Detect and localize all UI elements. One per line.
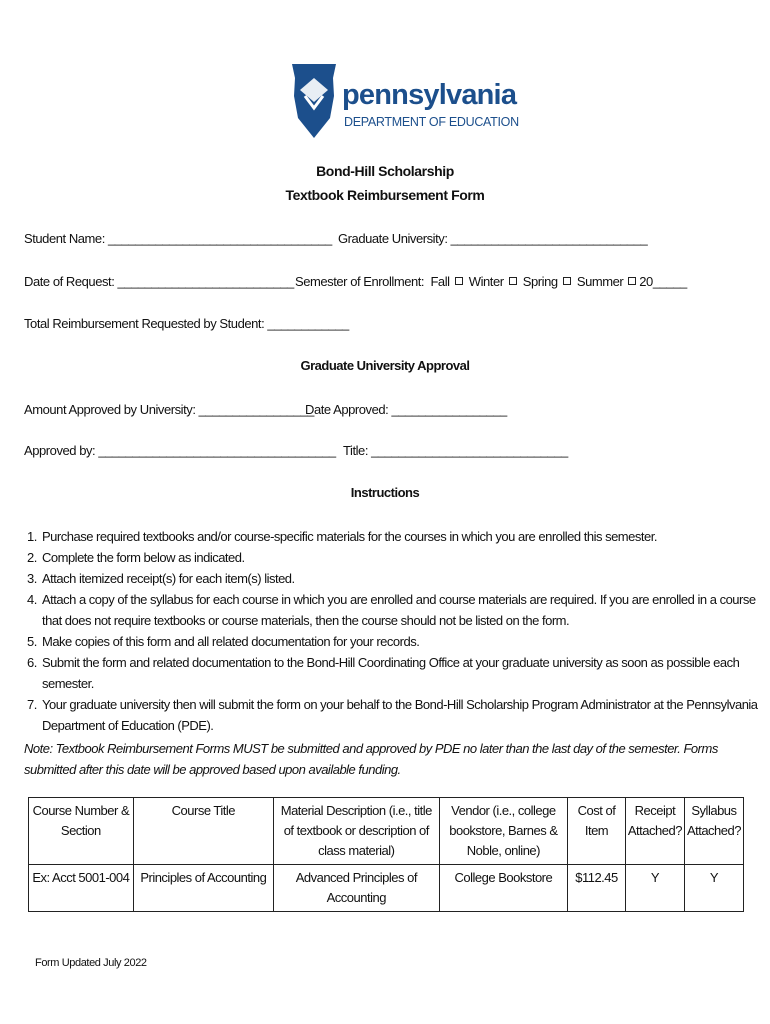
instruction-item: 2. Complete the form below as indicated. xyxy=(40,547,770,568)
semester-spring-label: Spring xyxy=(522,274,558,289)
table-row xyxy=(29,865,744,912)
semester-fall-label: Fall xyxy=(430,274,450,289)
pde-logo xyxy=(288,60,519,140)
col-course-number: Course Number & Section xyxy=(29,798,134,865)
semester-year-field[interactable]: 20_____ xyxy=(639,274,687,289)
date-approved-field[interactable]: Date Approved: _________________ xyxy=(305,402,507,417)
summer-checkbox[interactable] xyxy=(628,277,636,285)
approved-by-field[interactable]: Approved by: ___________________________________ xyxy=(24,443,336,458)
approver-title-field[interactable]: Title: _____________________________ xyxy=(343,443,568,458)
instruction-item: 7. Your graduate university then will submit the form on your behalf to the Bond-Hill Scholarship Program Administrator at the Pennsylvania Department of Education (PDE). xyxy=(40,694,770,736)
submission-note: Note: Textbook Reimbursement Forms MUST be submitted and approved by PDE no later than the last day of the semester. Forms submitted after this date will be approved based upon available funding. xyxy=(24,741,718,777)
course-table xyxy=(28,797,744,912)
student-name-field[interactable]: Student Name: _________________________________ xyxy=(24,231,332,246)
semester-winter-label: Winter xyxy=(468,274,504,289)
col-material-description: Material Description (i.e., title of textbook or description of class material) xyxy=(273,798,439,865)
form-title-line1: Bond-Hill Scholarship xyxy=(316,163,454,179)
instruction-item: 3. Attach itemized receipt(s) for each item(s) listed. xyxy=(40,568,770,589)
cell-syllabus: Y xyxy=(684,865,743,912)
table-header-row xyxy=(29,798,744,865)
date-of-request-field[interactable]: Date of Request: __________________________ xyxy=(24,274,294,289)
instruction-item: 4. Attach a copy of the syllabus for each course in which you are enrolled and course materials are required. If you are enrolled in a course that does not require textbooks or course materials, then the course should not be listed on the form. xyxy=(40,589,770,631)
col-receipt: Receipt Attached? xyxy=(625,798,684,865)
cell-cost: $112.45 xyxy=(568,865,626,912)
total-reimbursement-field[interactable]: Total Reimbursement Requested by Student: ____________ xyxy=(24,316,349,331)
logo-department: DEPARTMENT OF EDUCATION xyxy=(344,115,519,129)
cell-receipt: Y xyxy=(625,865,684,912)
fall-checkbox[interactable] xyxy=(455,277,463,285)
approval-heading: Graduate University Approval xyxy=(300,358,470,373)
form-updated-footer: Form Updated July 2022 xyxy=(35,957,147,969)
form-title-line2: Textbook Reimbursement Form xyxy=(285,187,485,203)
col-cost: Cost of Item xyxy=(568,798,626,865)
spring-checkbox[interactable] xyxy=(563,277,571,285)
amount-approved-field[interactable]: Amount Approved by University: _________________ xyxy=(24,402,314,417)
instructions-list xyxy=(22,526,770,736)
semester-summer-label: Summer xyxy=(576,274,624,289)
col-syllabus: Syllabus Attached? xyxy=(684,798,743,865)
semester-label: Semester of Enrollment: xyxy=(295,274,425,289)
instructions-heading: Instructions xyxy=(350,485,420,500)
logo-name: pennsylvania xyxy=(342,79,517,111)
cell-vendor: College Bookstore xyxy=(439,865,567,912)
instruction-item: 1. Purchase required textbooks and/or course-specific materials for the courses in which you are enrolled this semester. xyxy=(40,526,770,547)
instruction-item: 6. Submit the form and related documentation to the Bond-Hill Coordinating Office at your graduate university as soon as possible each semester. xyxy=(40,652,770,694)
col-vendor: Vendor (i.e., college bookstore, Barnes & Noble, online) xyxy=(439,798,567,865)
winter-checkbox[interactable] xyxy=(509,277,517,285)
graduate-university-field[interactable]: Graduate University: _____________________________ xyxy=(338,231,648,246)
cell-course-number: Ex: Acct 5001-004 xyxy=(29,865,134,912)
instruction-item: 5. Make copies of this form and all related documentation for your records. xyxy=(40,631,770,652)
cell-course-title: Principles of Accounting xyxy=(133,865,273,912)
cell-material-description: Advanced Principles of Accounting xyxy=(273,865,439,912)
col-course-title: Course Title xyxy=(133,798,273,865)
semester-row xyxy=(295,274,687,289)
